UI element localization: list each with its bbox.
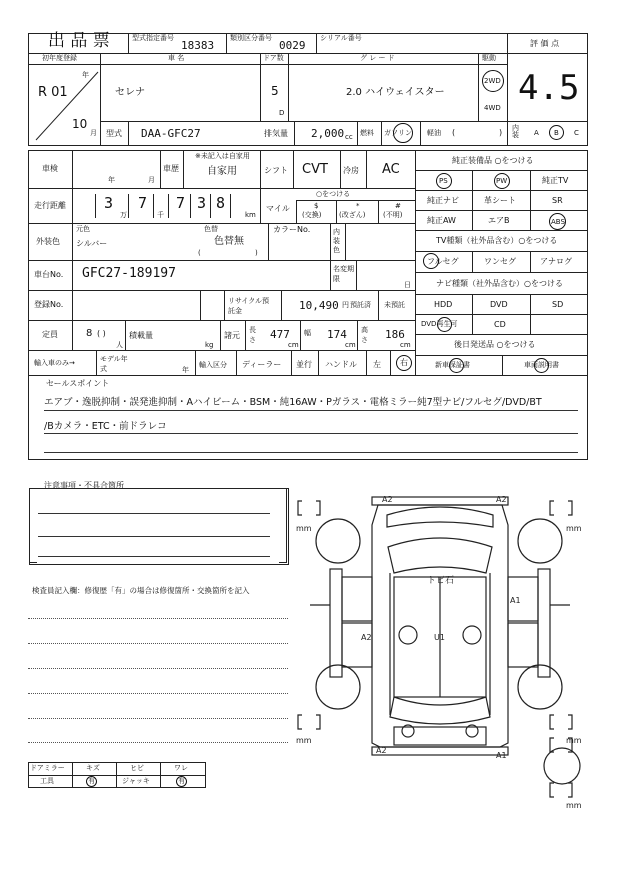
sales-line1: エアブ・逸脱抑制・誤発進抑制・Aハイビーム・BSM・純16AW・Pガラス・電格ミラー純7型ナビ/フルセグ/DVD/BT (44, 397, 542, 408)
parallel-option: 並行 (296, 360, 312, 369)
equip-pw: PW (496, 177, 508, 185)
door-rl (342, 623, 372, 667)
model-label: 型式 (106, 129, 122, 138)
navi-hdd: HDD (434, 300, 453, 309)
svg-text:A2: A2 (382, 495, 393, 504)
month-unit: 月 (90, 129, 97, 137)
standard-value: 18383 (181, 39, 215, 52)
caution-label: 注意事項・不具合箇所 (44, 481, 124, 490)
tv-title: TV種類（社外品含む）○をつける (436, 236, 558, 245)
bracket-fl (298, 501, 320, 515)
drive-label: 駆動 (482, 54, 496, 62)
recycle-value: 10,490 (299, 299, 339, 312)
recycle-unit: 円 (342, 301, 349, 309)
navi-dvdplay: DVD再生可 (421, 320, 458, 328)
form-title: 出 品 票 (48, 31, 110, 51)
equip-sr: SR (552, 196, 563, 205)
svg-text:mm: mm (566, 524, 582, 533)
sen-unit: 千 (157, 211, 164, 219)
inspector-label: 検査員記入欄：修復歴「有」の場合は修復箇所・交換箇所を記入 (32, 586, 250, 595)
history-value: 自家用 (207, 166, 237, 177)
tv-fullseg: フルセグ (427, 257, 459, 266)
width-value: 174 (327, 328, 347, 341)
windshield (388, 538, 492, 573)
fuel-label: 燃料 (360, 129, 374, 137)
wheel-front-right (518, 519, 562, 563)
odometer-circle-note: ○をつける (316, 190, 351, 198)
man-unit: 万 (120, 211, 127, 219)
svg-text:mm: mm (296, 524, 312, 533)
hood (387, 507, 493, 527)
interior-b: B (554, 129, 559, 137)
handle-right: 右 (400, 358, 408, 367)
rear-window (390, 697, 490, 724)
shaken-label: 車検 (42, 164, 58, 173)
height-unit: cm (400, 341, 411, 349)
svg-text:A1: A1 (510, 596, 521, 605)
color-change-value: 色替無 (214, 236, 244, 247)
tv-oneseg: ワンセグ (484, 257, 516, 266)
later-manual: 車両説明書 (524, 361, 559, 369)
doors-label: ドア数 (263, 54, 284, 62)
reg-no-label: 登録No. (34, 300, 64, 309)
width-unit: cm (345, 341, 356, 349)
sales-label: セールスポイント (46, 379, 110, 388)
mileage-d3: 7 (176, 194, 186, 212)
tools-h1: ドアミラー (30, 764, 65, 772)
later-title: 後日発送品 ○をつける (454, 340, 536, 349)
rating-label: 評 価 点 (530, 39, 560, 48)
shaken-month-unit: 月 (148, 176, 155, 184)
unknown-mark: # (395, 202, 401, 210)
year-unit: 年 (82, 71, 89, 79)
dealer-option: ディーラー (242, 360, 282, 369)
bracket-spare2 (550, 783, 572, 797)
dims-label: 諸元 (224, 331, 240, 340)
spare-wheel (544, 748, 580, 784)
navi-title: ナビ種類（社外品含む）○をつける (436, 279, 563, 288)
bracket-rr (550, 715, 572, 729)
tools-h4: ワレ (174, 764, 188, 772)
class-value: 0029 (279, 39, 306, 52)
color-paren-open: ( (198, 249, 201, 257)
equip-leather: 革シート (484, 196, 516, 205)
interior-a: A (534, 129, 539, 137)
recycle-paid: 預託済 (350, 301, 371, 309)
light-label: 軽油 (427, 129, 441, 137)
model-year-label: モデル年式 (100, 355, 128, 373)
svg-text:トビ石: トビ石 (427, 576, 455, 586)
sill-right (538, 569, 550, 677)
chassis-label: 車台No. (34, 270, 64, 279)
name-change-label: 名変期限 (333, 265, 354, 283)
month-value: 10 (72, 117, 88, 131)
tailgate (394, 727, 486, 745)
altered-sub: (改ざん) (339, 211, 366, 219)
capacity-value: 8 (86, 328, 93, 339)
tools-jack: ジャッキ (122, 777, 150, 785)
displacement-value: 2,000 (311, 127, 345, 140)
wheel-front-left (316, 519, 360, 563)
km-unit: km (245, 211, 256, 219)
height-value: 186 (385, 328, 405, 341)
svg-text:mm: mm (566, 736, 582, 745)
cooler-label: 冷房 (343, 166, 359, 175)
era-value: R 01 (38, 85, 68, 100)
mileage-d4: 3 (197, 194, 207, 212)
swap-sub: (交換) (302, 211, 322, 219)
interior-c: C (574, 129, 579, 137)
mileage-label: 走行距離 (34, 201, 66, 210)
capacity-paren: ( ) (97, 329, 106, 338)
rear-bumper (372, 747, 508, 755)
equip-airbag: エアB (488, 216, 510, 225)
color-change-label: 色替 (204, 225, 218, 233)
tools-h2: キズ (86, 764, 100, 772)
car-name-value: セレナ (115, 87, 145, 98)
cooler-value: AC (382, 162, 400, 177)
equip-tv: 純正TV (542, 176, 569, 185)
standard-label: 型式指定番号 (132, 34, 174, 42)
length-label: 長さ (249, 326, 256, 344)
svg-text:U1: U1 (434, 633, 445, 642)
svg-text:mm: mm (566, 801, 582, 810)
grade-label: グ レ ー ド (360, 54, 395, 62)
class-label: 類別区分番号 (230, 34, 272, 42)
sunroof-r (463, 626, 481, 644)
history-label: 車歴 (163, 164, 179, 173)
mile-label: マイル (266, 204, 290, 213)
tv-analog: アナログ (540, 257, 572, 266)
mileage-d5: 8 (216, 194, 226, 212)
drive-2wd: 2WD (484, 77, 501, 85)
height-label: 高さ (361, 326, 368, 344)
tools-has2: 有 (178, 777, 185, 785)
sill-left (330, 569, 342, 677)
doors-suffix: D (279, 109, 285, 117)
color-paren-close: ) (255, 249, 258, 257)
navi-cd: CD (494, 320, 506, 329)
interior-label: 内装 (512, 124, 519, 139)
recycle-label: リサイクル預託金 (228, 297, 270, 315)
length-value: 477 (270, 328, 290, 341)
door-rr (508, 623, 538, 667)
svg-text:A1: A1 (496, 751, 507, 760)
interior-color-label: 内装色 (333, 228, 340, 254)
tools-has1: 有 (88, 777, 95, 785)
wheel-rear-left (316, 665, 360, 709)
model-value: DAA-GFC27 (141, 127, 201, 140)
width-label: 幅 (304, 329, 311, 337)
svg-text:A2: A2 (496, 495, 507, 504)
chassis-value: GFC27-189197 (82, 266, 176, 281)
name-change-day: 日 (404, 281, 411, 289)
tools-tool: 工具 (40, 777, 54, 785)
first-reg-label: 初年度登録 (42, 54, 77, 62)
navi-dvd: DVD (490, 300, 508, 309)
orig-color-value: シルバー (76, 239, 108, 248)
bracket-rl (298, 715, 320, 729)
load-label: 積載量 (129, 331, 153, 340)
shift-label: シフト (264, 166, 288, 175)
capacity-label: 定員 (42, 330, 58, 339)
grade-value: 2.0 ハイウェイスター (346, 87, 445, 98)
orig-color-label: 元色 (76, 225, 90, 233)
door-fl (342, 577, 372, 621)
shift-value: CVT (302, 162, 328, 177)
paren-close: ) (499, 128, 503, 137)
recycle-unpaid: 未預託 (384, 301, 405, 309)
drive-4wd: 4WD (484, 104, 501, 112)
altered-mark: * (356, 202, 360, 210)
mileage-d1: 3 (104, 194, 114, 212)
car-name-label: 車 名 (168, 54, 185, 62)
serial-label: シリアル番号 (320, 34, 362, 42)
mileage-d2: 7 (138, 194, 148, 212)
import-label: 輸入車のみ→ (34, 359, 75, 367)
history-note: ※未記入は自家用 (195, 152, 250, 160)
equip-navi: 純正ナビ (427, 196, 459, 205)
sales-line2: /Bカメラ・ETC・前ドラレコ (44, 421, 167, 432)
rating-value: 4.5 (518, 68, 580, 108)
later-warranty: 新車保証書 (435, 361, 470, 369)
capacity-unit: 人 (116, 341, 123, 349)
equip-aw: 純正AW (427, 216, 456, 225)
import-cat-label: 輸入区分 (199, 361, 227, 369)
shaken-year-unit: 年 (108, 176, 115, 184)
length-unit: cm (288, 341, 299, 349)
fuel-value: ガソリン (384, 129, 412, 137)
sunroof-l (399, 626, 417, 644)
paren-open: ( (452, 128, 456, 137)
color-label: 外装色 (36, 237, 60, 246)
displacement-label: 排気量 (264, 129, 288, 138)
navi-sd: SD (552, 300, 564, 309)
tools-h3: ヒビ (130, 764, 144, 772)
color-no-label: カラーNo. (273, 225, 311, 234)
handle-label: ハンドル (325, 360, 357, 369)
svg-text:mm: mm (296, 736, 312, 745)
svg-text:A2: A2 (361, 633, 372, 642)
equip-title: 純正装備品 ○をつける (452, 156, 534, 165)
bracket-fr (550, 501, 572, 515)
model-year-unit: 年 (182, 366, 189, 374)
doors-value: 5 (271, 84, 279, 98)
handle-left: 左 (373, 360, 381, 369)
wheel-rear-right (518, 665, 562, 709)
equip-abs: ABS (551, 218, 565, 226)
svg-text:A2: A2 (376, 746, 387, 755)
swap-mark: $ (314, 202, 319, 210)
displacement-unit: cc (345, 133, 353, 141)
unknown-sub: (不明) (383, 211, 403, 219)
load-unit: kg (205, 341, 214, 349)
car-diagram (290, 485, 590, 815)
equip-ps: PS (439, 177, 448, 185)
